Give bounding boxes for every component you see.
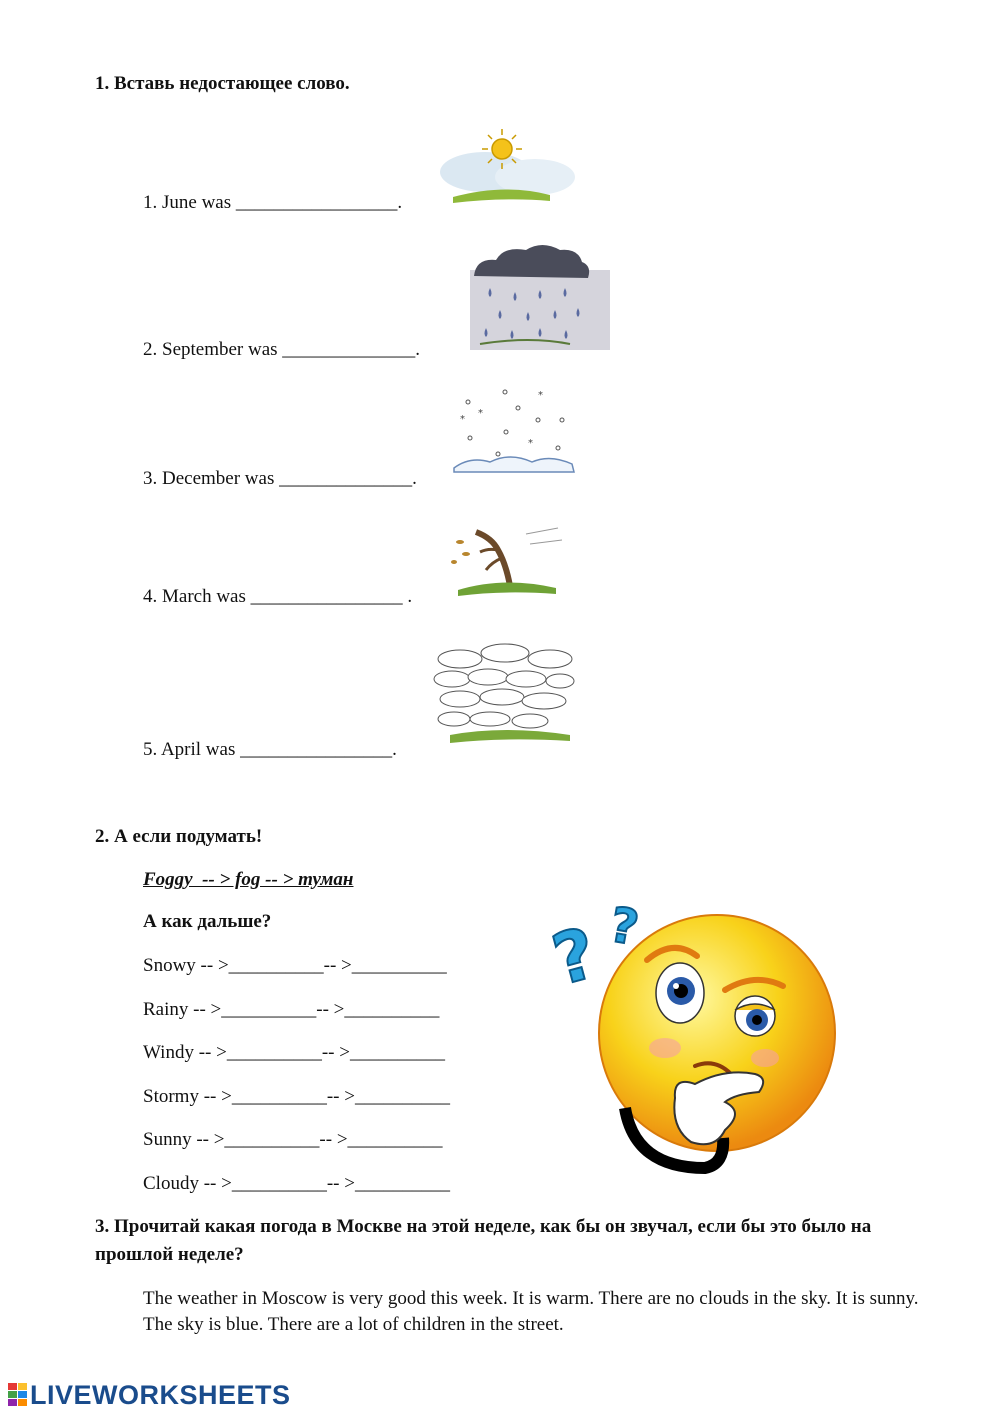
windy-weather-picture	[440, 514, 568, 606]
exercise-1-line-3: 3. December was ______________.	[143, 468, 417, 489]
svg-text:*: *	[478, 408, 483, 419]
rainy-weather-picture	[470, 240, 610, 358]
exercise-1-line-2: 2. September was ______________.	[143, 339, 421, 360]
exercise-1-line-1: 1. June was _________________.	[143, 192, 403, 213]
cloudy-weather-picture	[430, 635, 578, 747]
logo-text: LIVEWORKSHEETS	[30, 1379, 291, 1410]
section-3-heading: 3. Прочитай какая погода в Москве на этой неделе, как бы он звучал, если бы это было на прошлой неделе?	[95, 1216, 872, 1265]
snowy-weather-picture	[450, 380, 590, 485]
exercise-1-line-5: 5. April was ________________.	[143, 739, 397, 760]
exercise-1-line-4: 4. March was ________________ .	[143, 586, 413, 607]
svg-text:*: *	[460, 414, 465, 425]
svg-text:*: *	[538, 390, 543, 401]
weather-paragraph: The weather in Moscow is very good this week. It is warm. There are no clouds in the sky. It is sunny. The sky is blue. There are a lot of children in the street.	[143, 1288, 919, 1335]
word-chain-line-rainy: Rainy -- >__________-- >__________	[143, 999, 440, 1020]
section-1-heading: 1. Вставь недостающее слово.	[95, 73, 350, 94]
svg-text:?: ?	[544, 911, 605, 1002]
word-chain-line-sunny: Sunny -- >__________-- >__________	[143, 1129, 443, 1150]
word-chain-line-windy: Windy -- >__________-- >__________	[143, 1042, 445, 1063]
sunny-weather-picture	[425, 117, 588, 212]
subheading: А как дальше?	[143, 911, 272, 932]
thinking-smiley-picture	[544, 896, 840, 1188]
section-2-heading: 2. А если подумать!	[95, 826, 263, 847]
logo-mark-icon	[8, 1383, 28, 1407]
word-chain-line-cloudy: Cloudy -- >__________-- >__________	[143, 1173, 450, 1194]
svg-text:*: *	[528, 438, 533, 449]
word-chain-line-stormy: Stormy -- >__________-- >__________	[143, 1086, 450, 1107]
word-chain-line-snowy: Snowy -- >__________-- >__________	[143, 955, 447, 976]
liveworksheets-logo	[8, 1380, 291, 1410]
svg-text:?: ?	[605, 896, 643, 957]
example-line: Foggy -- > fog -- > туман	[143, 869, 354, 890]
